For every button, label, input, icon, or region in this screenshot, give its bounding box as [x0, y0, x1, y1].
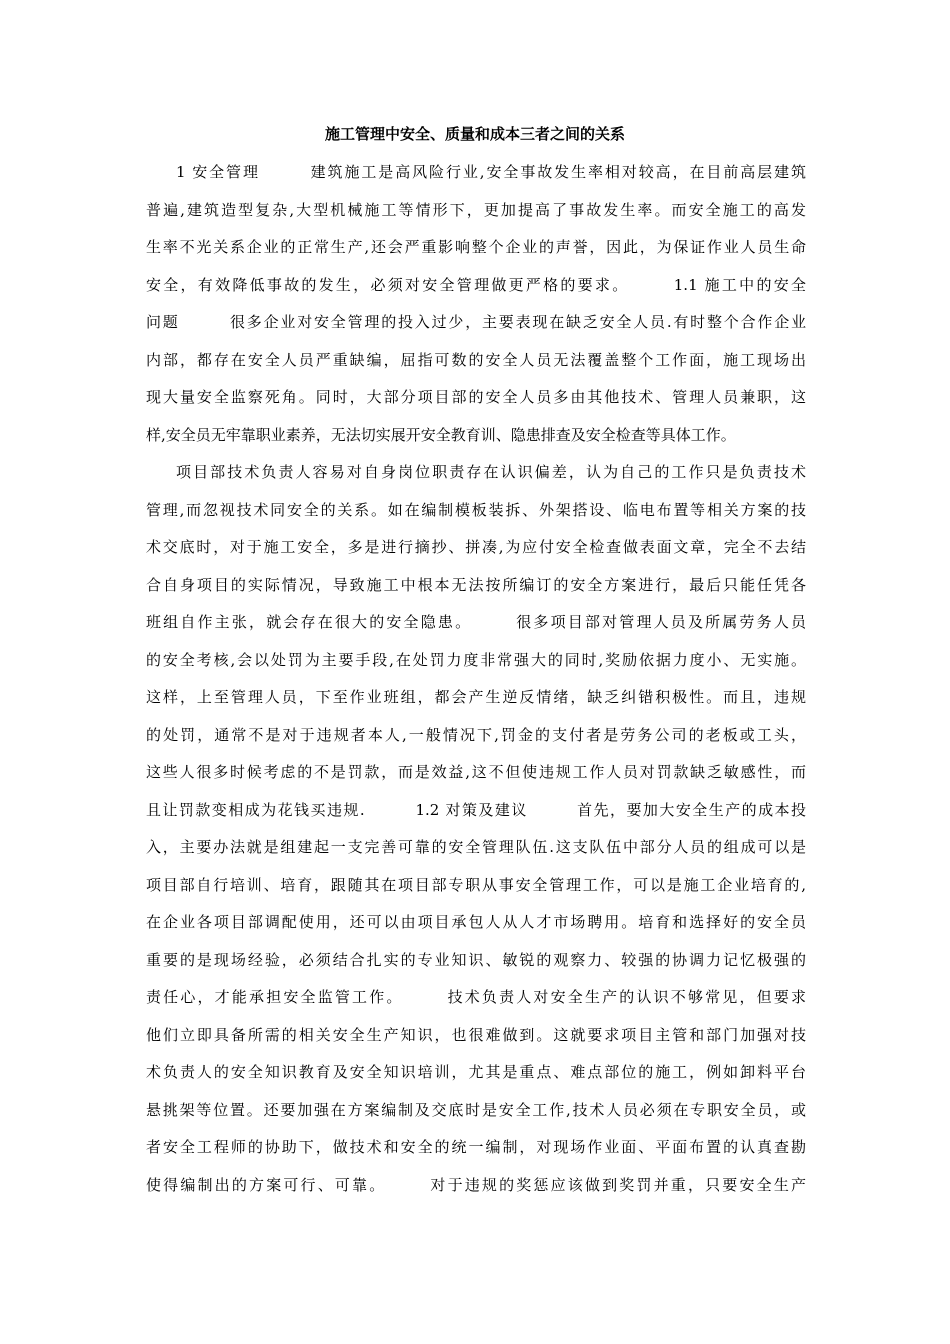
text-line: 合自身项目的实际情况，导致施工中根本无法按所编订的安全方案进行，最后只能任凭各 [146, 575, 806, 594]
text-line: 安全，有效降低事故的发生，必须对安全管理做更严格的要求。 1.1 施工中的安全 [146, 275, 806, 294]
document-title: 施工管理中安全、质量和成本三者之间的关系 [324, 125, 625, 143]
text-line: 责任心，才能承担安全监管工作。 技术负责人对安全生产的认识不够常见，但要求 [146, 988, 806, 1006]
text-line: 样,安全员无牢靠职业素养，无法切实展开安全教育训、隐患排查及安全检查等具体工作。 [146, 425, 736, 444]
text-line: 现大量安全监察死角。同时，大部分项目部的安全人员多由其他技术、管理人员兼职，这 [146, 388, 806, 406]
text-line: 且让罚款变相成为花钱买违规. 1.2 对策及建议 首先，要加大安全生产的成本投 [146, 800, 806, 819]
text-line: 1 安全管理 建筑施工是高风险行业,安全事故发生率相对较高，在目前高层建筑 [176, 163, 806, 181]
text-line: 者安全工程师的协助下，做技术和安全的统一编制，对现场作业面、平面布置的认真查勘 [146, 1138, 806, 1156]
text-line: 他们立即具备所需的相关安全生产知识，也很难做到。这就要求项目主管和部门加强对技 [146, 1025, 806, 1044]
text-line: 这些人很多时候考虑的不是罚款，而是效益,这不但使违规工作人员对罚款缺乏敏感性，而 [146, 763, 806, 781]
text-line: 的安全考核,会以处罚为主要手段,在处罚力度非常强大的同时,奖励依据力度小、无实施。 [146, 650, 806, 669]
document-body [146, 154, 806, 1204]
text-line: 班组自作主张，就会存在很大的安全隐患。 很多项目部对管理人员及所属劳务人员 [146, 613, 806, 631]
text-line: 内部，都存在安全人员严重缺编，屈指可数的安全人员无法覆盖整个工作面，施工现场出 [146, 350, 806, 369]
text-line: 生率不光关系企业的正常生产,还会严重影响整个企业的声誉，因此，为保证作业人员生命 [146, 238, 806, 256]
text-line: 这样，上至管理人员，下至作业班组，都会产生逆反情绪，缺乏纠错积极性。而且，违规 [146, 688, 806, 706]
text-line: 使得编制出的方案可行、可靠。 对于违规的奖惩应该做到奖罚并重，只要安全生产 [146, 1175, 806, 1194]
text-line: 项目部自行培训、培育，跟随其在项目部专职从事安全管理工作，可以是施工企业培育的, [146, 875, 806, 894]
text-line: 管理,而忽视技术同安全的关系。如在编制模板装拆、外架搭设、临电布置等相关方案的技 [146, 500, 806, 519]
text-line: 重要的是现场经验，必须结合扎实的专业知识、敏锐的观察力、较强的协调力记忆极强的 [146, 950, 806, 969]
text-line: 问题 很多企业对安全管理的投入过少，主要表现在缺乏安全人员.有时整个合作企业 [146, 313, 806, 331]
text-line: 入，主要办法就是组建起一支完善可靠的安全管理队伍.这支队伍中部分人员的组成可以是 [146, 838, 806, 856]
text-line: 术交底时，对于施工安全，多是进行摘抄、拼凑,为应付安全检查做表面文章，完全不去结 [146, 538, 806, 556]
text-line: 项目部技术负责人容易对自身岗位职责存在认识偏差，认为自己的工作只是负责技术 [176, 463, 806, 481]
text-line: 的处罚，通常不是对于违规者本人,一般情况下,罚金的支付者是劳务公司的老板或工头， [146, 725, 806, 744]
text-line: 悬挑架等位置。还要加强在方案编制及交底时是安全工作,技术人员必须在专职安全员，或 [146, 1100, 806, 1119]
text-line: 在企业各项目部调配使用，还可以由项目承包人从人才市场聘用。培育和选择好的安全员 [146, 913, 806, 931]
text-line: 普遍,建筑造型复杂,大型机械施工等情形下，更加提高了事故发生率。而安全施工的高发 [146, 200, 806, 219]
text-line: 术负责人的安全知识教育及安全知识培训，尤其是重点、难点部位的施工，例如卸料平台 [146, 1063, 806, 1081]
